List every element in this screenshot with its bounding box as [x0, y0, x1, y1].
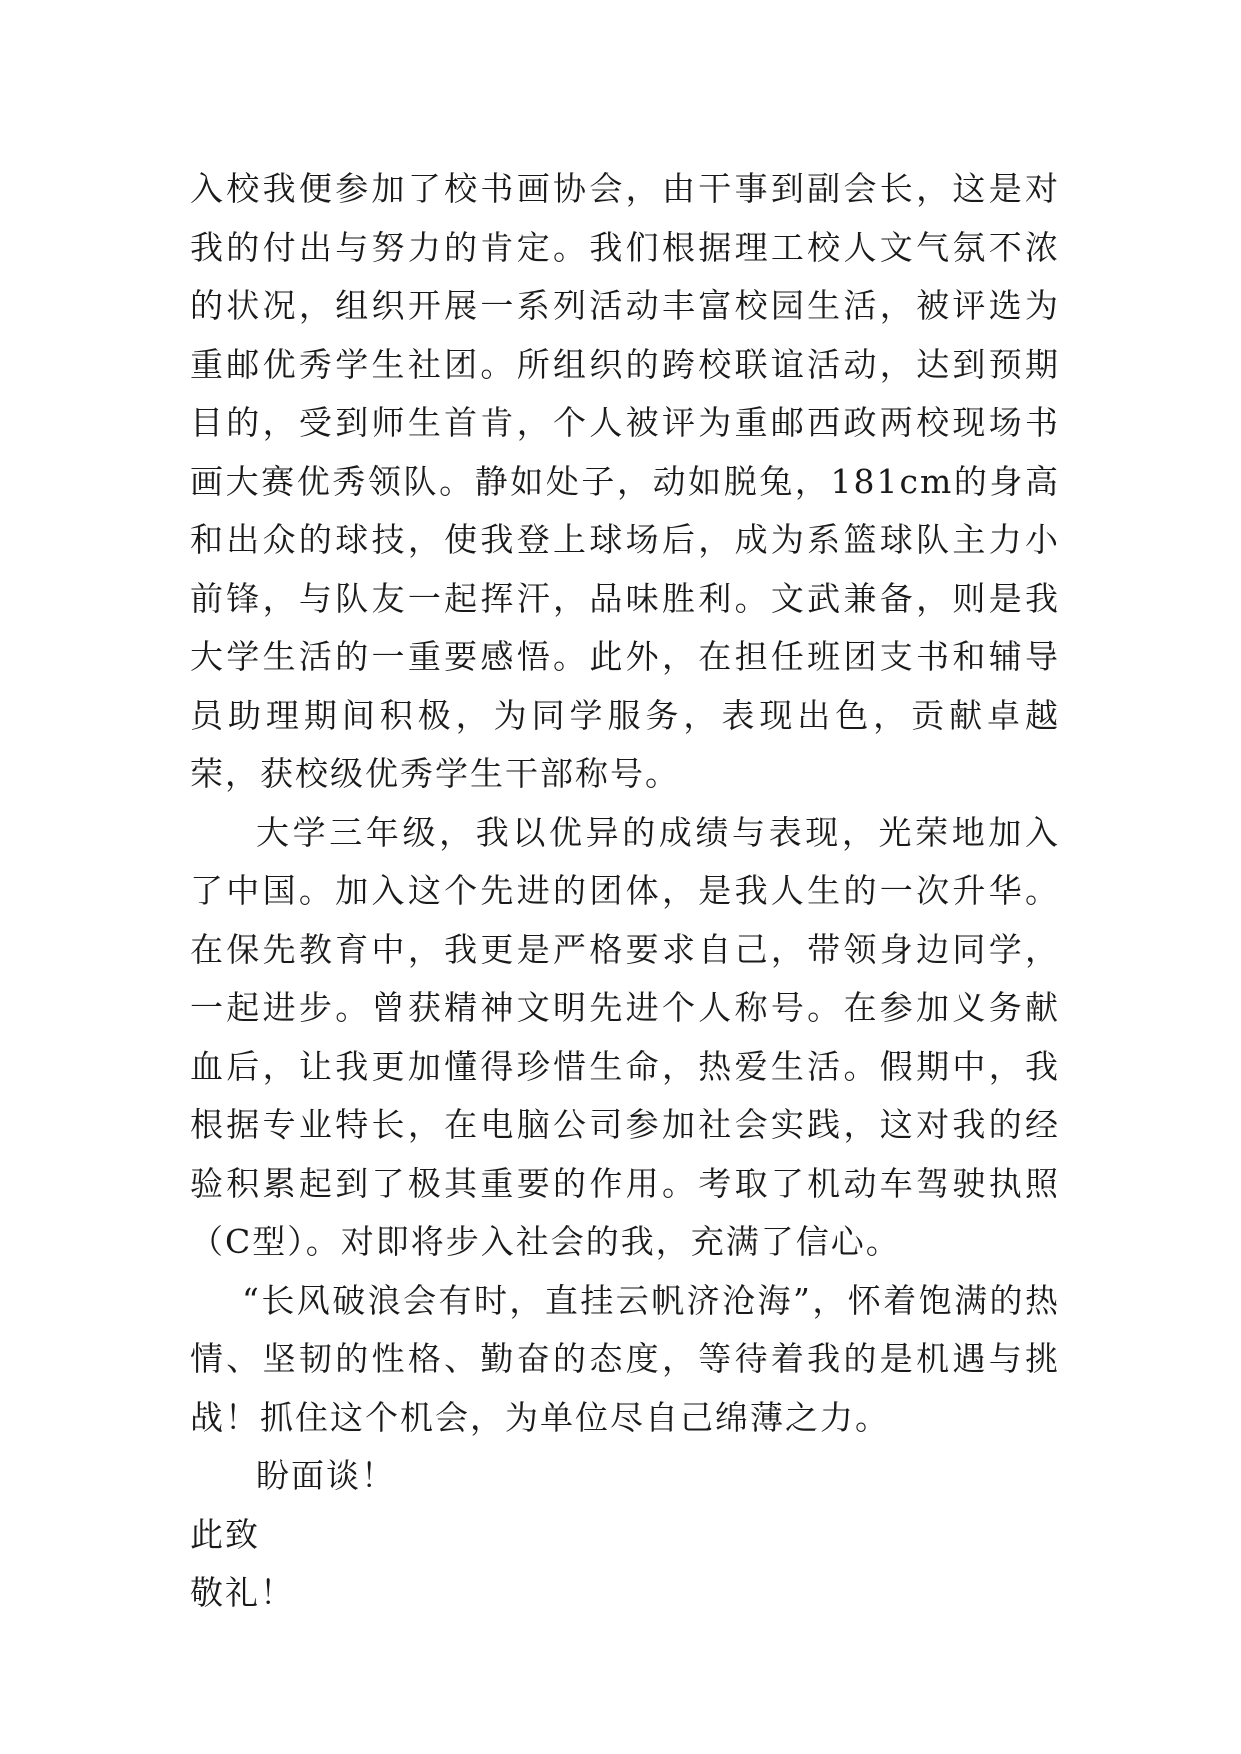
paragraph-1: 入校我便参加了校书画协会，由干事到副会长，这是对我的付出与努力的肯定。我们根据理工校人文气氛不浓的状况，组织开展一系列活动丰富校园生活，被评选为重邮优秀学生社团。所组织的跨校联谊活动，达到预期目的，受到师生首肯，个人被评为重邮西政两校现场书画大赛优秀领队。静如处子，动如脱兔，181cm的身高和出众的球技，使我登上球场后，成为系篮球队主力小前锋，与队友一起挥汗，品味胜利。文武兼备，则是我大学生活的一重要感悟。此外，在担任班团支书和辅导员助理期间积极，为同学服务，表现出色，贡献卓越荣，获校级优秀学生干部称号。: [190, 169, 1060, 793]
document-body: [190, 160, 1060, 1623]
closing-salutation: 此致: [190, 1514, 260, 1554]
paragraph-2: 大学三年级，我以优异的成绩与表现，光荣地加入了中国。加入这个先进的团体，是我人生的一次升华。在保先教育中，我更是严格要求自己，带领身边同学，一起进步。曾获精神文明先进个人称号。在参加义务献血后，让我更加懂得珍惜生命，热爱生活。假期中，我根据专业特长，在电脑公司参加社会实践，这对我的经验积累起到了极其重要的作用。考取了机动车驾驶执照（C型）。对即将步入社会的我，充满了信心。: [190, 812, 1060, 1261]
paragraph-3: “长风破浪会有时，直挂云帆济沧海”，怀着饱满的热情、坚韧的性格、勤奋的态度，等待着我的是机遇与挑战！抓住这个机会，为单位尽自己绵薄之力。: [190, 1280, 1060, 1437]
closing-regards: 敬礼！: [190, 1573, 295, 1612]
paragraph-4: 盼面谈！: [256, 1456, 396, 1495]
